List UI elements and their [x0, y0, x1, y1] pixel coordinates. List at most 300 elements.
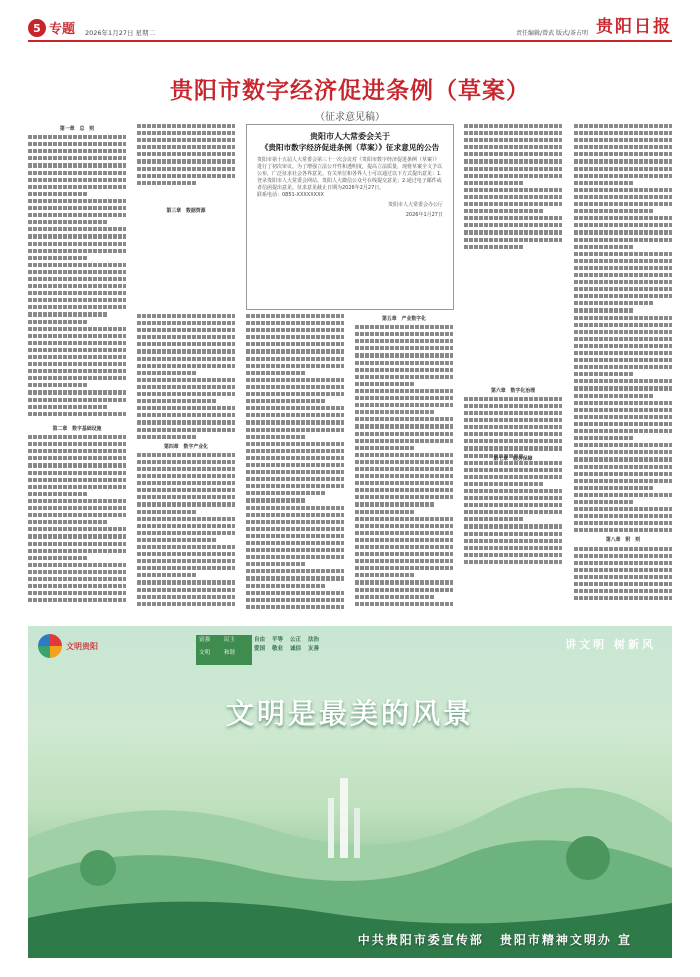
- text-line: [28, 163, 126, 170]
- text-line: [355, 439, 453, 446]
- text-line: [246, 392, 344, 399]
- text-line: [246, 364, 344, 371]
- text-line: [28, 213, 126, 220]
- text-line: [355, 488, 453, 495]
- text-line: [246, 591, 344, 598]
- page-header: [28, 18, 672, 42]
- text-line: [246, 605, 344, 610]
- text-line: [137, 488, 235, 495]
- text-line: [355, 325, 453, 332]
- text-line: [28, 256, 87, 263]
- text-line: [137, 335, 235, 342]
- text-line: [574, 486, 654, 493]
- section-label: 专题: [49, 22, 76, 37]
- text-line: [28, 563, 126, 570]
- text-line: [464, 532, 562, 539]
- text-line: [464, 517, 523, 524]
- text-line: [137, 474, 235, 481]
- chapter-heading-box: [137, 206, 235, 216]
- text-line: [28, 435, 126, 442]
- text-line: [464, 202, 562, 209]
- text-line: [28, 320, 87, 327]
- text-line: [246, 548, 344, 555]
- text-line: [355, 524, 453, 531]
- text-line: [464, 496, 562, 503]
- text-line: [574, 273, 672, 280]
- text-line: [464, 546, 562, 553]
- chapter-heading: 第七章 服务保障: [493, 456, 533, 462]
- text-line: [355, 339, 453, 346]
- text-line: [246, 555, 344, 562]
- text-line: [355, 446, 414, 453]
- brand-name: 文明贵阳: [66, 641, 98, 651]
- text-line: [574, 245, 633, 252]
- text-line: [574, 223, 672, 230]
- landscape-illustration: [28, 718, 672, 958]
- text-line: [574, 167, 672, 174]
- text-line: [28, 534, 126, 541]
- text-line: [246, 335, 344, 342]
- text-line: [137, 399, 217, 406]
- text-line: [355, 453, 453, 460]
- text-line: [246, 399, 326, 406]
- text-line: [28, 227, 126, 234]
- text-line: [28, 220, 108, 227]
- text-line: [355, 432, 453, 439]
- text-line: [137, 131, 235, 138]
- value-word: 公正: [290, 637, 302, 643]
- text-line: [28, 249, 126, 256]
- text-line: [574, 507, 672, 514]
- text-line: [355, 396, 453, 403]
- article-title: 贵阳市数字经济促进条例（草案）: [170, 77, 530, 104]
- text-line: [137, 435, 196, 442]
- text-line: [137, 342, 235, 349]
- text-line: [355, 346, 453, 353]
- text-line: [355, 332, 453, 339]
- text-line: [28, 178, 126, 185]
- text-line: [355, 588, 453, 595]
- text-line: [464, 230, 562, 237]
- text-line: [574, 596, 672, 603]
- text-line: [574, 500, 633, 507]
- text-line: [28, 499, 126, 506]
- text-line: [355, 403, 453, 410]
- notice-body: 贵阳市第十五届人大常委会第三十一次会议对《贵阳市数字经济促进条例（草案）》进行了初次审议。为了增强立法公开性和透明度，提高立法质量，现将草案全文予以公布，广泛征求社会各界意见。有关单位和各界人士可以通过以下方式提出意见：1.登录贵阳市人大常委会网站、贵阳人大微信公众号在线提交意见；2.通过电子邮件或者信函提出意见。征求意见截止日期为2026年2月27日。: [257, 157, 443, 191]
- text-column-5: [464, 124, 562, 610]
- text-line: [464, 539, 562, 546]
- text-line: [28, 234, 126, 241]
- text-line: [574, 575, 672, 582]
- text-line: [464, 482, 544, 489]
- text-line: [28, 577, 126, 584]
- text-line: [574, 547, 672, 554]
- text-line: [28, 305, 126, 312]
- text-line: [574, 301, 654, 308]
- text-line: [137, 517, 235, 524]
- column-text: [574, 547, 672, 604]
- notice-signature: 贵阳市人大常委会办公厅: [387, 202, 443, 208]
- text-line: [28, 442, 126, 449]
- text-line: [28, 591, 126, 598]
- text-line: [574, 238, 672, 245]
- text-line: [28, 584, 126, 591]
- text-line: [464, 489, 562, 496]
- text-line: [464, 188, 562, 195]
- text-line: [28, 405, 108, 412]
- text-line: [28, 527, 126, 534]
- text-column-3: [246, 314, 344, 610]
- text-line: [137, 420, 235, 427]
- text-line: [355, 410, 435, 417]
- column-text: [574, 124, 672, 535]
- text-line: [28, 291, 126, 298]
- text-line: [137, 566, 235, 573]
- value-word: 和谐: [224, 650, 236, 656]
- text-line: [246, 584, 326, 591]
- text-line: [574, 372, 633, 379]
- text-line: [464, 238, 562, 245]
- sponsor-left: 中共贵阳市委宣传部: [357, 933, 484, 947]
- text-line: [464, 553, 562, 560]
- text-line: [28, 506, 126, 513]
- banner-right-title: 讲文明 树新风: [565, 638, 656, 651]
- text-line: [464, 524, 562, 531]
- text-line: [355, 559, 453, 566]
- text-line: [574, 124, 672, 131]
- text-line: [574, 472, 672, 479]
- text-line: [28, 341, 126, 348]
- text-line: [464, 223, 562, 230]
- text-line: [137, 138, 235, 145]
- text-line: [28, 598, 126, 605]
- text-column-6: [574, 124, 672, 610]
- text-line: [137, 413, 235, 420]
- text-line: [137, 152, 235, 159]
- column-text: [464, 124, 562, 252]
- text-line: [464, 152, 562, 159]
- page-number-badge: 5: [28, 19, 46, 37]
- text-line: [137, 481, 235, 488]
- civility-banner: [28, 626, 672, 958]
- text-line: [574, 259, 672, 266]
- text-line: [28, 449, 126, 456]
- text-line: [137, 159, 235, 166]
- text-line: [137, 174, 235, 181]
- text-line: [464, 145, 562, 152]
- notice-date: 2026年1月27日: [405, 212, 443, 218]
- chapter-heading: 第三章 数据资源: [166, 208, 206, 214]
- text-line: [355, 424, 453, 431]
- text-line: [28, 135, 126, 142]
- public-notice-box: [246, 124, 454, 310]
- text-line: [246, 463, 344, 470]
- text-line: [28, 171, 126, 178]
- text-line: [246, 456, 344, 463]
- text-line: [355, 474, 453, 481]
- text-line: [28, 471, 126, 478]
- text-line: [355, 510, 414, 517]
- text-line: [574, 528, 672, 535]
- column-text: [464, 397, 562, 567]
- text-line: [28, 542, 126, 549]
- sponsor-right: 贵阳市精神文明办 宣: [499, 933, 632, 947]
- text-line: [355, 353, 453, 360]
- text-line: [246, 484, 344, 491]
- text-line: [137, 145, 235, 152]
- text-line: [574, 351, 672, 358]
- text-line: [137, 538, 217, 545]
- text-line: [464, 174, 562, 181]
- notice-contact: 联系电话：0851-XXXXXXXX: [257, 192, 324, 198]
- text-line: [246, 321, 344, 328]
- text-line: [137, 545, 235, 552]
- text-line: [137, 524, 235, 531]
- text-line: [574, 230, 672, 237]
- text-line: [28, 412, 126, 419]
- text-line: [574, 401, 672, 408]
- text-line: [246, 477, 344, 484]
- text-line: [574, 386, 672, 393]
- column-text: [28, 135, 126, 419]
- text-line: [137, 510, 196, 517]
- text-line: [574, 174, 672, 181]
- column-text: [137, 124, 235, 188]
- text-line: [28, 492, 87, 499]
- text-line: [574, 514, 672, 521]
- text-line: [464, 138, 562, 145]
- text-line: [137, 124, 235, 131]
- text-line: [574, 582, 672, 589]
- text-line: [574, 429, 672, 436]
- text-line: [355, 595, 435, 602]
- text-line: [246, 378, 344, 385]
- text-line: [28, 485, 126, 492]
- notice-issuer: 贵阳市人大常委会关于: [310, 131, 390, 141]
- text-line: [28, 478, 126, 485]
- issue-date: 2026年1月27日 星期二: [85, 29, 156, 37]
- text-column-1-lower: [28, 424, 126, 610]
- text-column-2-top: [137, 124, 235, 188]
- text-line: [574, 266, 672, 273]
- text-line: [28, 242, 126, 249]
- text-line: [574, 365, 672, 372]
- text-line: [355, 361, 453, 368]
- text-line: [464, 131, 562, 138]
- text-line: [246, 569, 344, 576]
- text-line: [28, 520, 108, 527]
- text-line: [246, 470, 344, 477]
- text-line: [355, 602, 453, 609]
- chapter-heading: 第二章 数字基础设施: [52, 426, 102, 432]
- text-line: [246, 420, 344, 427]
- text-line: [355, 545, 453, 552]
- value-word: 文明: [199, 650, 211, 656]
- text-line: [464, 411, 562, 418]
- text-line: [246, 562, 305, 569]
- text-line: [137, 552, 235, 559]
- text-line: [246, 598, 344, 605]
- text-line: [574, 422, 672, 429]
- text-line: [574, 408, 672, 415]
- text-line: [137, 460, 235, 467]
- value-word: 爱国: [254, 646, 266, 652]
- text-line: [464, 167, 562, 174]
- text-line: [574, 450, 672, 457]
- text-line: [574, 379, 672, 386]
- text-line: [574, 344, 672, 351]
- text-line: [355, 481, 453, 488]
- text-line: [246, 413, 344, 420]
- text-line: [355, 375, 453, 382]
- chapter-heading: 第六章 数字化治理: [490, 387, 536, 394]
- chapter-heading: 第五章 产业数字化: [381, 316, 427, 322]
- text-line: [246, 406, 344, 413]
- text-line: [246, 428, 344, 435]
- text-line: [28, 192, 87, 199]
- text-line: [137, 453, 235, 460]
- text-line: [246, 435, 305, 442]
- text-line: [464, 446, 562, 453]
- text-line: [28, 185, 126, 192]
- text-line: [574, 394, 654, 401]
- text-line: [574, 181, 633, 188]
- text-line: [246, 541, 344, 548]
- text-line: [28, 142, 126, 149]
- text-line: [574, 188, 672, 195]
- text-line: [464, 195, 562, 202]
- value-word: 友善: [308, 646, 320, 652]
- text-line: [28, 327, 126, 334]
- chapter-heading: 第八章 附 则: [605, 537, 641, 544]
- text-line: [246, 357, 344, 364]
- text-line: [28, 513, 126, 520]
- text-line: [137, 573, 196, 580]
- text-line: [355, 382, 414, 389]
- text-line: [355, 531, 453, 538]
- brand-mark: [38, 634, 98, 658]
- text-line: [574, 337, 672, 344]
- text-line: [464, 503, 562, 510]
- article-body: [28, 124, 672, 610]
- value-word: 诚信: [290, 646, 302, 652]
- text-line: [28, 348, 126, 355]
- text-line: [28, 298, 126, 305]
- value-word: 民主: [224, 637, 236, 643]
- newspaper-logo: 贵阳日报: [596, 17, 672, 37]
- text-line: [464, 404, 562, 411]
- text-line: [355, 573, 414, 580]
- text-line: [355, 417, 453, 424]
- text-line: [355, 368, 453, 375]
- text-line: [246, 442, 344, 449]
- column-text: [28, 435, 126, 605]
- text-line: [246, 371, 305, 378]
- text-line: [464, 510, 562, 517]
- text-line: [574, 145, 672, 152]
- text-line: [574, 152, 672, 159]
- text-line: [574, 561, 672, 568]
- text-line: [355, 460, 453, 467]
- text-line: [137, 364, 235, 371]
- text-line: [137, 559, 235, 566]
- text-line: [28, 369, 126, 376]
- notice-title: 《贵阳市数字经济促进条例（草案）》征求意见的公告: [260, 143, 440, 152]
- text-line: [464, 560, 562, 567]
- chapter-heading: 第四章 数字产业化: [163, 443, 209, 450]
- text-line: [246, 513, 344, 520]
- text-line: [574, 159, 672, 166]
- text-line: [574, 138, 672, 145]
- text-line: [246, 314, 344, 321]
- column-text: [355, 325, 453, 609]
- text-line: [137, 595, 235, 602]
- text-line: [246, 498, 305, 505]
- text-line: [574, 465, 672, 472]
- text-line: [246, 506, 344, 513]
- text-line: [137, 328, 235, 335]
- text-line: [574, 323, 672, 330]
- text-line: [246, 449, 344, 456]
- text-line: [246, 527, 344, 534]
- text-line: [574, 415, 672, 422]
- text-line: [246, 520, 344, 527]
- text-line: [574, 209, 654, 216]
- text-line: [574, 589, 672, 596]
- text-line: [137, 406, 235, 413]
- text-line: [574, 457, 672, 464]
- value-word: 敬业: [272, 646, 284, 652]
- text-line: [246, 328, 344, 335]
- text-line: [137, 502, 235, 509]
- text-line: [574, 436, 633, 443]
- text-line: [464, 425, 562, 432]
- text-line: [574, 280, 672, 287]
- text-line: [464, 159, 562, 166]
- text-line: [28, 570, 126, 577]
- text-line: [464, 181, 523, 188]
- text-line: [137, 167, 235, 174]
- banner-main-title: 文明是最美的风景: [225, 697, 474, 730]
- text-line: [574, 308, 633, 315]
- text-line: [28, 263, 126, 270]
- text-line: [355, 517, 453, 524]
- text-line: [28, 199, 126, 206]
- text-line: [574, 131, 672, 138]
- text-line: [574, 294, 672, 301]
- value-word: 平等: [272, 637, 284, 643]
- text-line: [246, 491, 326, 498]
- value-word: 富强: [199, 637, 211, 643]
- text-line: [137, 378, 235, 385]
- text-line: [464, 124, 562, 131]
- core-values-block: [196, 635, 252, 665]
- text-line: [464, 475, 562, 482]
- banner-footer: [28, 931, 672, 948]
- text-line: [246, 534, 344, 541]
- text-line: [574, 330, 672, 337]
- text-line: [137, 385, 235, 392]
- text-line: [355, 552, 453, 559]
- text-line: [28, 556, 87, 563]
- text-line: [28, 312, 108, 319]
- text-line: [137, 588, 235, 595]
- column-text: [137, 314, 235, 442]
- text-line: [574, 316, 672, 323]
- text-line: [28, 376, 126, 383]
- chapter-heading-box: [464, 454, 562, 464]
- core-values-grid: [254, 635, 326, 652]
